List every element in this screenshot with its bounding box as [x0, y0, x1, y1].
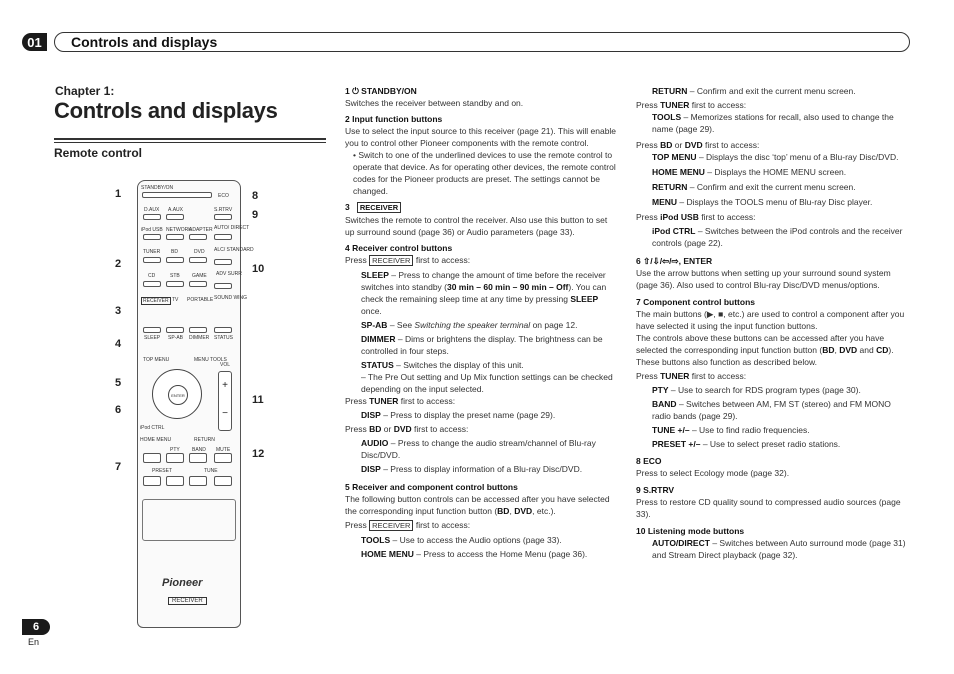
disp2-text: – Press to display information of a Blu-ray Disc/DVD.: [383, 464, 583, 474]
s7-and: and: [859, 345, 874, 355]
preset-desc: [636, 438, 910, 450]
dimmer-text: – Dims or brightens the display. The brightness can be controlled in four steps.: [361, 334, 603, 356]
home-term: HOME MENU: [652, 167, 705, 177]
tools-text: – Memorizes stations for recall, also used to change the name (page 29).: [652, 112, 894, 134]
title-rule-thin: [54, 142, 326, 143]
tools-term: TOOLS: [361, 535, 391, 545]
press1-word: Press: [636, 100, 658, 110]
sleep-label: SLEEP: [144, 335, 161, 341]
s7-heading: 7 Component control buttons: [636, 297, 755, 307]
home-text: – Displays the HOME MENU screen.: [707, 167, 847, 177]
s5-end: , etc.).: [532, 506, 556, 516]
sleep-end: once.: [361, 306, 382, 316]
or-word: or: [383, 424, 392, 434]
chapter-label: Chapter 1:: [55, 84, 115, 98]
spab-end: on page 12.: [532, 320, 578, 330]
s2-text: Use to select the input source to this receiver (page 21). This will enable you to control other Pioneer components with the remote control.: [345, 126, 617, 148]
auto-direct-button: [214, 234, 232, 240]
s2-heading: 2 Input function buttons: [345, 114, 443, 124]
pty-term: PTY: [652, 385, 669, 395]
column-middle: [345, 85, 617, 560]
tools-desc: [345, 534, 617, 546]
aaux-label: A.AUX: [168, 207, 184, 213]
return-text: – Confirm and exit the current menu screen.: [689, 86, 856, 96]
adv-surr-button: [214, 283, 232, 289]
band-term: BAND: [652, 399, 677, 409]
top-text: – Displays the disc ‘top’ menu of a Blu-ray Disc/DVD.: [698, 152, 899, 162]
sleep-text2: ). You can check the remaining sleep time at any time by pressing: [361, 282, 607, 304]
home-menu-desc: [636, 166, 910, 178]
tune-term: TUNE +/–: [652, 425, 690, 435]
first2: first to access:: [705, 140, 760, 150]
ipodctrl-desc: [636, 225, 910, 249]
auto-desc: [636, 537, 910, 561]
s6-heading: 6 ⇧/⇩/⇦/⇨, ENTER: [636, 256, 713, 266]
s9-text: Press to restore CD quality sound to compressed audio sources (page 33).: [636, 497, 901, 519]
auto-direct-label: AUTO/ DIRECT: [214, 225, 250, 231]
top-term: TOP MENU: [652, 152, 697, 162]
press4-word: Press: [636, 371, 658, 381]
rew-button: [189, 476, 207, 486]
s7-bd: BD: [822, 345, 835, 355]
stb-label: STB: [170, 273, 180, 279]
sleep-term: SLEEP: [361, 270, 389, 280]
home-menu-label: HOME MENU: [140, 437, 172, 443]
sleep-text: – Press to change the amount of time before the receiver switches into standby (: [361, 270, 606, 292]
cd-label: CD: [148, 273, 156, 279]
daux-label: D.AUX: [144, 207, 160, 213]
callout-7: 7: [115, 461, 122, 473]
spab-text: – See: [389, 320, 413, 330]
language-code: En: [28, 637, 40, 647]
bd-button: [166, 257, 184, 263]
sp-ab-label: SP-AB: [168, 335, 184, 341]
sleep-desc: [345, 269, 617, 317]
preset-term: PRESET +/–: [652, 439, 701, 449]
menu-text: – Displays the TOOLS menu of Blu-ray Disc player.: [679, 197, 873, 207]
s5-press: [345, 519, 617, 532]
or-word: or: [674, 140, 683, 150]
s5-text: [345, 493, 617, 517]
press1: [636, 99, 910, 111]
s2-bullet-text: Switch to one of the underlined devices to use the remote control to operate that device. As for operating other devices, the remote control codes for the Pioneer products are preset. The settings cannot be changed.: [353, 150, 616, 196]
disp-desc: [345, 409, 617, 421]
standby-label: STANDBY/ON: [141, 185, 174, 191]
game-label: GAME: [192, 273, 207, 279]
s9-heading: 9 S.RTRV: [636, 485, 675, 495]
tune-label: TUNE: [204, 468, 218, 474]
home-desc: [345, 548, 617, 560]
s7-text2b: ). These buttons also function as described below.: [636, 345, 894, 367]
s7-cd: CD: [876, 345, 889, 355]
ipod-usb-label: iPod USB: [141, 227, 163, 233]
standby-button: [142, 192, 212, 198]
enter-button: ENTER: [168, 385, 188, 405]
return-desc: [636, 85, 910, 97]
dimmer-label: DIMMER: [189, 335, 210, 341]
sleep-button: [143, 327, 161, 333]
page-number: 6: [22, 619, 50, 635]
s7-dvd: DVD: [839, 345, 858, 355]
s5-sep: ,: [509, 506, 512, 516]
dimmer-term: DIMMER: [361, 334, 396, 344]
menu-desc: [636, 196, 910, 208]
alc-button: [214, 259, 232, 265]
prev-button: [143, 476, 161, 486]
tools-term: TOOLS: [652, 112, 682, 122]
preset-text: – Use to select preset radio stations.: [702, 439, 841, 449]
press-bd-dvd: [345, 423, 617, 435]
status-label: STATUS: [214, 335, 233, 341]
dvd-term: DVD: [684, 140, 703, 150]
menu-tools-label: MENU TOOLS: [194, 357, 227, 363]
tuner-term: TUNER: [660, 100, 690, 110]
s4-press: [345, 254, 617, 267]
bd-label: BD: [171, 249, 178, 255]
audio-desc: [345, 437, 617, 461]
s3-number: 3: [345, 202, 350, 212]
remote-control-heading: Remote control: [54, 146, 143, 160]
network-button: [166, 234, 184, 240]
remote-lower-panel: [142, 499, 236, 541]
callout-6: 6: [115, 404, 122, 416]
adapter-button: [189, 234, 207, 240]
status-term: STATUS: [361, 360, 394, 370]
srtrv-button: [214, 214, 232, 220]
dvd-label: DVD: [194, 249, 205, 255]
dvd-term: DVD: [393, 424, 412, 434]
top-menu-label: TOP MENU: [143, 357, 170, 363]
first1: first to access:: [691, 100, 747, 110]
press3-word: Press: [636, 212, 658, 222]
audio-text: – Press to change the audio stream/channel of Blu-ray Disc/DVD.: [361, 438, 596, 460]
s5-press-end: first to access:: [415, 520, 471, 530]
bd-term: BD: [660, 140, 673, 150]
band-label: BAND: [192, 447, 206, 453]
receiver-label: RECEIVER: [143, 298, 169, 304]
press4: [636, 370, 910, 382]
s7-text1: The main buttons (▶, ■, etc.) are used to control a component after you have selected it using the input function buttons.: [636, 309, 905, 331]
srtrv-label: S.RTRV: [214, 207, 233, 213]
return-label: RETURN: [194, 437, 215, 443]
volume-rocker: + −: [218, 371, 232, 431]
pty-text: – Use to search for RDS program types (page 30).: [670, 385, 861, 395]
disp2-term: DISP: [361, 464, 381, 474]
tv-label: TV: [172, 297, 179, 303]
s8-text: Press to select Ecology mode (page 32).: [636, 468, 790, 478]
first-access: first to access:: [400, 396, 456, 406]
press2: [636, 139, 910, 151]
sleep-term2: SLEEP: [570, 294, 599, 304]
audio-term: AUDIO: [361, 438, 389, 448]
ff-button: [214, 476, 232, 486]
pause-button: [143, 453, 161, 463]
s4-press-end: first to access:: [415, 255, 471, 265]
s10-heading: 10 Listening mode buttons: [636, 526, 745, 536]
ipod-usb-button: [143, 234, 161, 240]
cd-button: [143, 281, 161, 287]
callout-12: 12: [252, 448, 265, 460]
s2-bullet: • Switch to one of the underlined devices to use the remote control to operate that device. As for operating other devices, the remote control codes for the Pioneer products are preset. The settings cannot be changed.: [353, 150, 616, 196]
spab-term: SP-AB: [361, 320, 388, 330]
tools-desc: [636, 111, 910, 135]
section-header: Controls and displays: [54, 32, 910, 52]
disp-text: – Press to display the preset name (page 29).: [383, 410, 556, 420]
press-tuner-word: Press: [345, 396, 367, 406]
s5-press-word: Press: [345, 520, 367, 530]
tuner-button: [143, 257, 161, 263]
tune-desc: [636, 424, 910, 436]
callout-9: 9: [252, 209, 259, 221]
sound-wing-label: SOUND WING: [214, 295, 248, 301]
disp2-desc: [345, 463, 617, 475]
status-text: – Switches the display of this unit.: [396, 360, 524, 370]
tuner2-term: TUNER: [660, 371, 690, 381]
callout-1: 1: [115, 188, 122, 200]
pioneer-logo: Pioneer: [162, 577, 203, 589]
return2-term: RETURN: [652, 182, 688, 192]
page-title: Controls and displays: [54, 98, 278, 123]
daux-button: [143, 214, 161, 220]
tuner-term: TUNER: [369, 396, 399, 406]
eco-label: ECO: [218, 193, 229, 199]
game-button: [189, 281, 207, 287]
tune-text: – Use to find radio frequencies.: [691, 425, 810, 435]
return-term: RETURN: [652, 86, 688, 96]
press3: [636, 211, 910, 223]
s5-dvd: DVD: [514, 506, 533, 516]
press2-word: Press: [636, 140, 658, 150]
callout-2: 2: [115, 258, 122, 270]
vol-label: VOL: [220, 362, 231, 368]
status-desc: [345, 359, 617, 371]
alc-label: ALC/ STANDARD: [214, 247, 254, 253]
spab-desc: [345, 319, 617, 331]
adv-surr-label: ADV SURR: [216, 271, 242, 277]
stb-button: [166, 281, 184, 287]
tuner-label: TUNER: [143, 249, 161, 255]
band-text: – Switches between AM, FM ST (stereo) and FM MONO radio bands (page 29).: [652, 399, 891, 421]
remote-control-illustration: [137, 180, 254, 628]
auto-text: – Switches between Auto surround mode (page 31) and Stream Direct playback (page 32).: [652, 538, 906, 560]
ipod-ctrl-label: iPod CTRL: [140, 425, 165, 431]
s5-bd: BD: [497, 506, 510, 516]
play-button: [189, 453, 207, 463]
home-text: – Press to access the Home Menu (page 36).: [416, 549, 588, 559]
dimmer-desc: [345, 333, 617, 357]
first3: first to access:: [701, 212, 756, 222]
band-desc: [636, 398, 910, 422]
callout-8: 8: [252, 190, 259, 202]
auto-term: AUTO/DIRECT: [652, 538, 710, 548]
home-term: HOME MENU: [361, 549, 414, 559]
bd-term: BD: [369, 424, 382, 434]
s7-text2a: The controls above these buttons can be accessed after you have selected the corresponding input function button (: [636, 333, 885, 355]
title-rule: [54, 138, 326, 140]
first-access2: first to access:: [414, 424, 469, 434]
s1-heading: 1 ⏻ STANDBY/ON: [345, 86, 417, 96]
disp-term: DISP: [361, 410, 381, 420]
s5-heading: 5 Receiver and component control buttons: [345, 482, 518, 492]
bottom-receiver-label: RECEIVER: [168, 597, 207, 605]
callout-4: 4: [115, 338, 122, 350]
pty-label: PTY: [170, 447, 180, 453]
sp-ab-button: [166, 327, 184, 333]
s6-text: Use the arrow buttons when setting up your surround sound system (page 36). Also used to control Blu-ray Disc/DVD menus/options.: [636, 268, 891, 290]
pty-desc: [636, 384, 910, 396]
menu-term: MENU: [652, 197, 678, 207]
mute-label: MUTE: [216, 447, 231, 453]
s5-box: RECEIVER: [369, 520, 413, 531]
s1-text: Switches the receiver between standby and on.: [345, 98, 524, 108]
top-menu-desc: [636, 151, 910, 163]
dvd-button: [189, 257, 207, 263]
callout-5: 5: [115, 377, 122, 389]
s4-box: RECEIVER: [369, 255, 413, 266]
stop-button: [166, 453, 184, 463]
s7-text2: [636, 332, 910, 368]
ipod-term: iPod USB: [660, 212, 699, 222]
press-tuner: [345, 395, 617, 407]
return2-text: – Confirm and exit the current menu screen.: [689, 182, 856, 192]
mute-button: [214, 453, 232, 463]
status-note: – The Pre Out setting and Up Mix function settings can be checked depending on the input selected.: [361, 372, 613, 394]
callout-10: 10: [252, 263, 265, 275]
status-button: [214, 327, 232, 333]
s3-text: Switches the remote to control the receiver. Also use this button to set up surround sound (page 36) or Audio parameters (page 33).: [345, 215, 608, 237]
adapter-label: ADAPTER: [189, 227, 213, 233]
tools-text: – Use to access the Audio options (page 33).: [392, 535, 562, 545]
ipodctrl-term: iPod CTRL: [652, 226, 696, 236]
column-right: [636, 85, 910, 561]
s8-heading: 8 ECO: [636, 456, 662, 466]
return2-desc: [636, 181, 910, 193]
spab-italic: Switching the speaker terminal: [414, 320, 531, 330]
sleep-bold: 30 min – 60 min – 90 min – Off: [446, 282, 569, 292]
s4-heading: 4 Receiver control buttons: [345, 243, 453, 253]
next-button: [166, 476, 184, 486]
preset-label: PRESET: [152, 468, 173, 474]
portable-label: PORTABLE: [187, 297, 214, 303]
s7-sep1: ,: [834, 345, 837, 355]
callout-11: 11: [252, 394, 264, 406]
s3-box: RECEIVER: [357, 202, 401, 213]
first4: first to access:: [691, 371, 747, 381]
chapter-number-tab: 01: [22, 33, 47, 51]
callout-3: 3: [115, 305, 122, 317]
dpad: [152, 369, 202, 419]
s5-text-start: The following button controls can be accessed after you have selected the corresponding input function button (: [345, 494, 610, 516]
network-label: NETWORK: [166, 227, 192, 233]
s4-press-word: Press: [345, 255, 367, 265]
dimmer-button: [189, 327, 207, 333]
ipodctrl-text: – Switches between the iPod controls and the receiver controls (page 22).: [652, 226, 903, 248]
aaux-button: [166, 214, 184, 220]
s3-heading: [345, 201, 617, 214]
press-bd-word: Press: [345, 424, 367, 434]
